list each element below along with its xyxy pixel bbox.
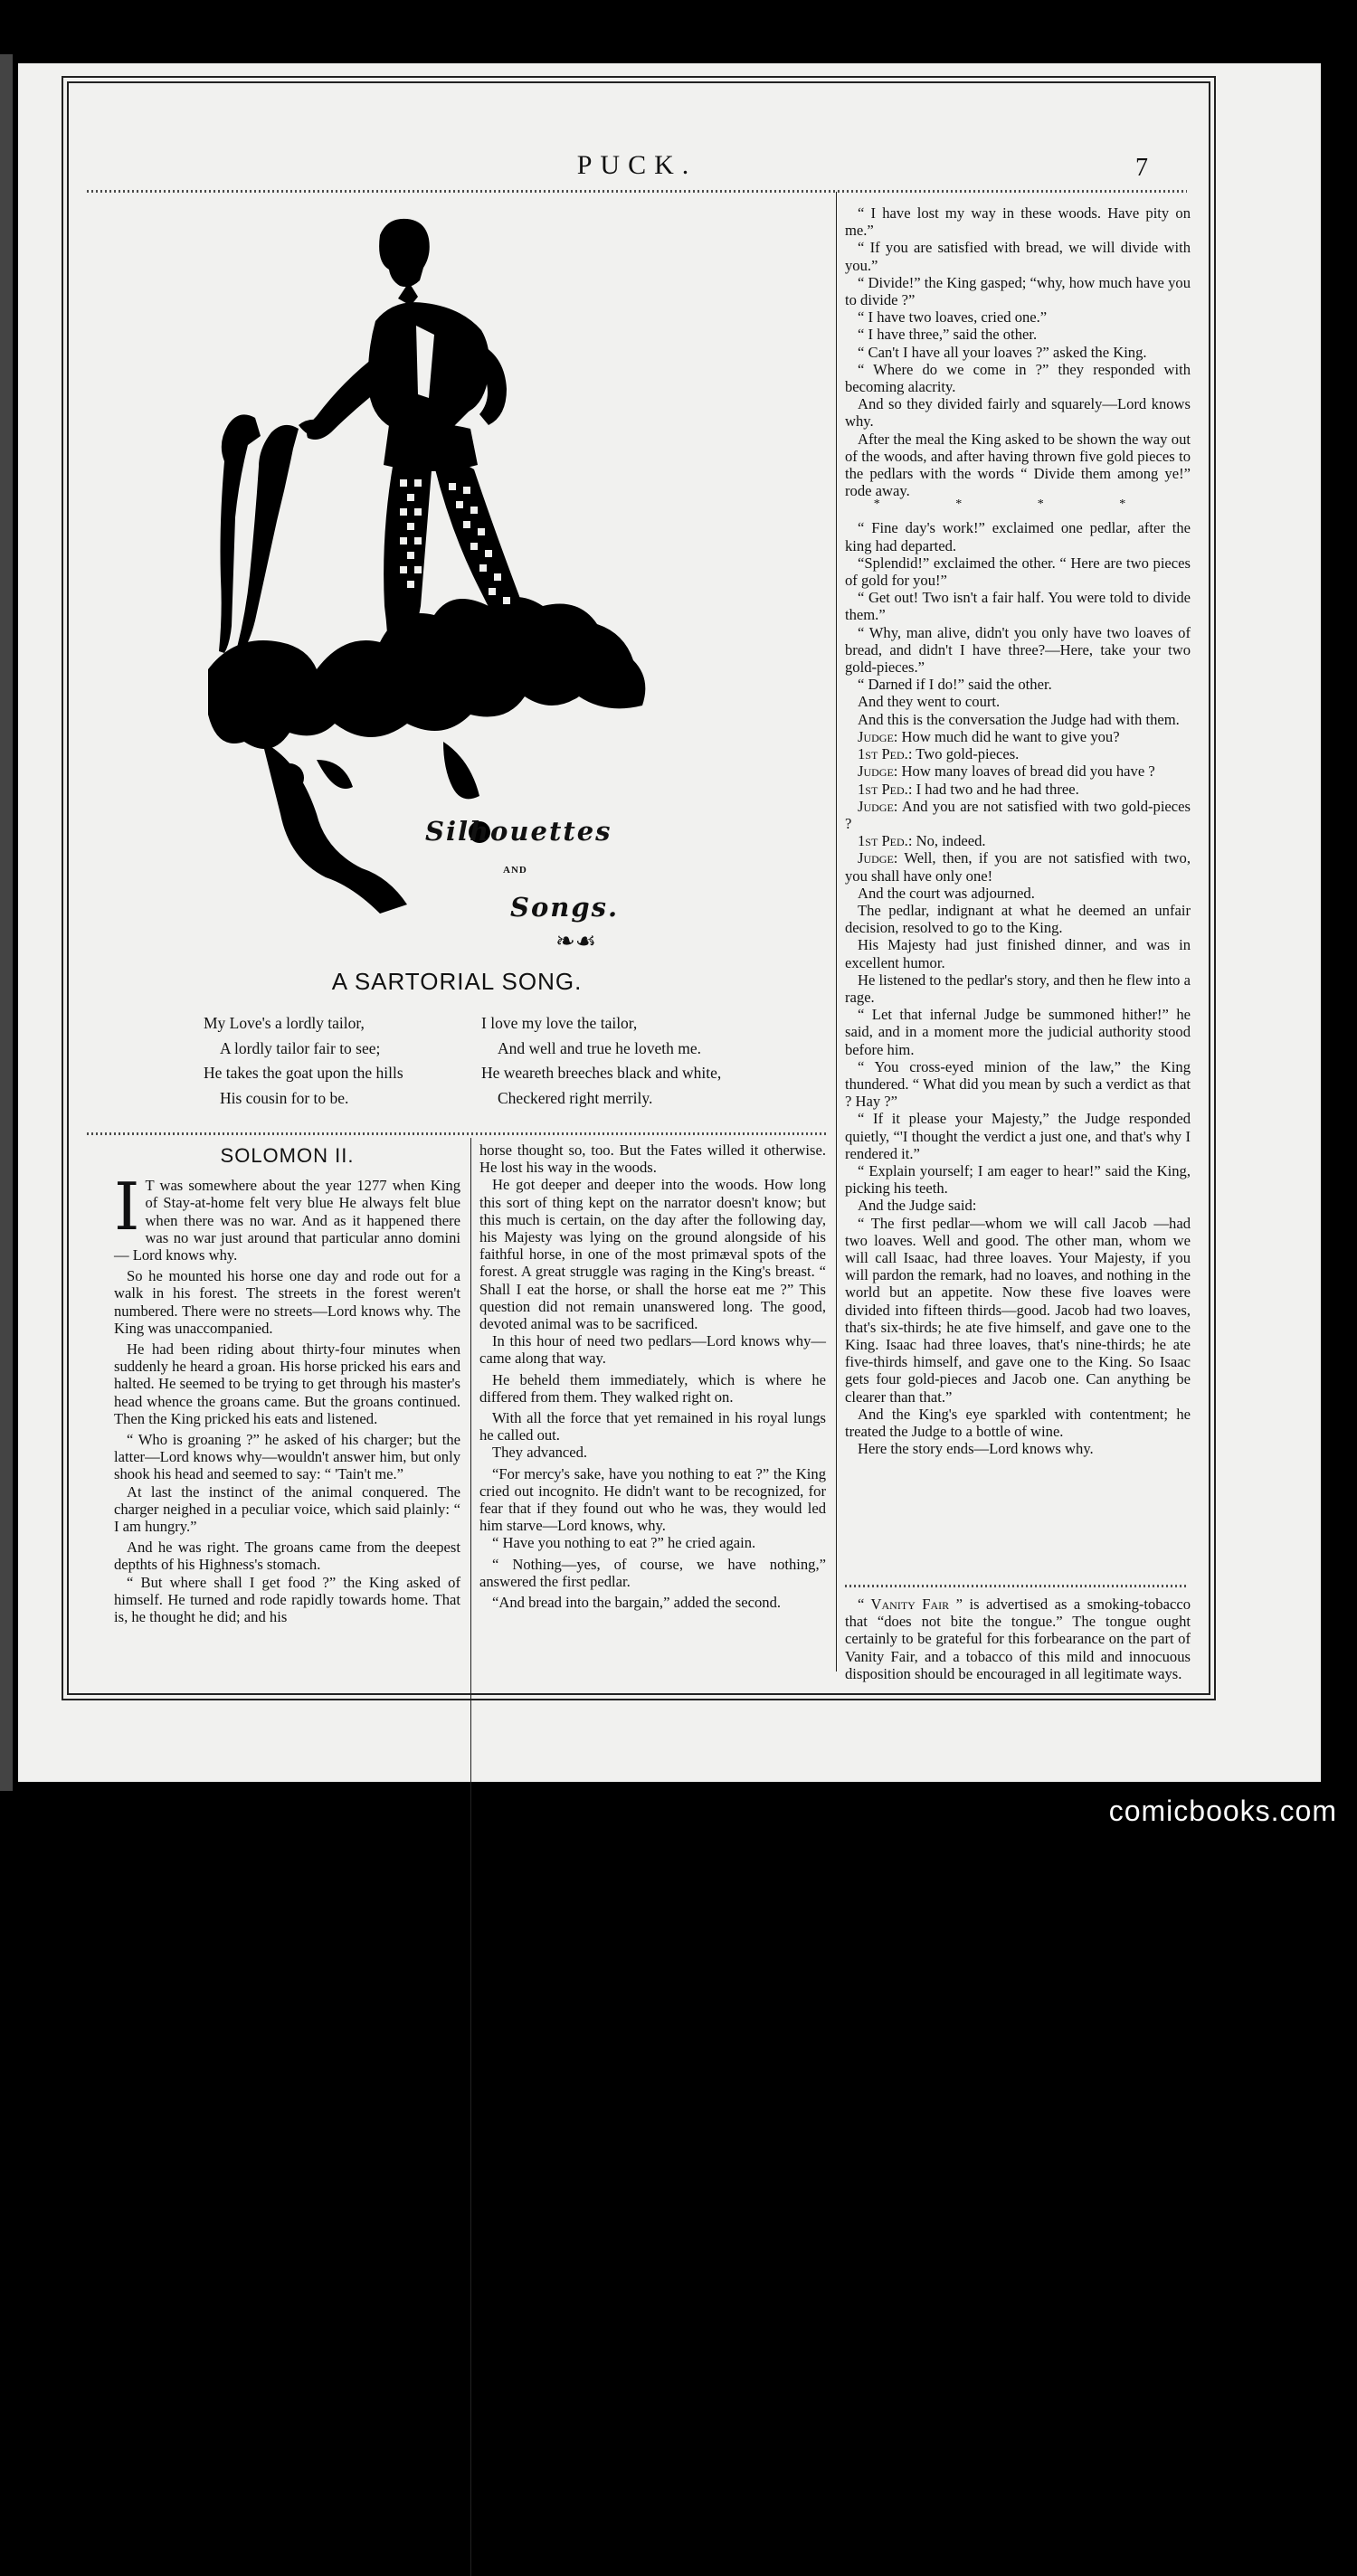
song-stanza-1	[204, 1011, 403, 1111]
paragraph: And this is the conversation the Judge had with them.	[858, 710, 1180, 728]
paragraph: He listened to the pedlar's story, and then he flew into a rage.	[845, 971, 1191, 1006]
song-title: A SARTORIAL SONG.	[331, 968, 583, 995]
paragraph: And they went to court.	[858, 693, 1001, 711]
dialogue-line: Judge: Well, then, if you are not satisfied with two, you shall have only one!	[845, 849, 1191, 885]
verse-line: He takes the goat upon the hills	[204, 1064, 403, 1082]
paragraph: “ Fine day's work!” exclaimed one pedlar, after the king had departed.	[845, 519, 1191, 554]
speaker: Judge	[858, 727, 894, 745]
paragraph: “ You cross-eyed minion of the law,” the King thundered. “ What did you mean by such a verdict as that ? Hay ?”	[845, 1057, 1191, 1111]
illustration-title-silhouettes: Silhouettes	[425, 816, 612, 847]
paragraph: He beheld them immediately, which is where he differed from them. They walked right on.	[479, 1370, 826, 1406]
paragraph: And the court was adjourned.	[858, 884, 1035, 902]
paragraph: And he was right. The groans came from the deepest depthts of his Highness's stomach.	[114, 1539, 460, 1574]
paragraph: I T was somewhere about the year 1277 when King of Stay-at-home felt very blue He always felt blue when there was no war. And as it happened there was no war just around that particular anno domini — Lord knows why.	[114, 1169, 460, 1264]
paragraph: “ Darned if I do!” said the other.	[858, 676, 1052, 694]
dialogue-line: 1st Ped.: Two gold-pieces.	[858, 745, 1020, 763]
paragraph: “ Who is groaning ?” he asked of his charger; but the latter—Lord knows why—wouldn't answer him, but only shook his head and seemed to say: “ 'Tain't me.”	[114, 1431, 460, 1483]
dialogue-line: Judge: How much did he want to give you?	[858, 727, 1120, 745]
verse-line: He weareth breeches black and white,	[481, 1064, 722, 1082]
story-column-1	[114, 1145, 460, 1625]
paragraph: “ Vanity Fair ” is advertised as a smoking-tobacco that “does not bite the tongue.” The tongue ought certainly to be grateful for this forbearance on the part of Vanity Fair, and a tobacco of this mild and innocuous disposition should be encouraged in all legitimate ways.	[845, 1596, 1191, 1682]
verse-line: My Love's a lordly tailor,	[204, 1014, 365, 1032]
column-divider-right	[836, 192, 837, 1672]
dialogue-line: 1st Ped.: No, indeed.	[858, 832, 986, 850]
note-rule	[845, 1585, 1189, 1587]
song-stanza-2	[481, 1011, 721, 1111]
scan-edge	[0, 54, 13, 1791]
paragraph: horse thought so, too. But the Fates willed it otherwise. He lost his way in the woods.	[479, 1141, 826, 1177]
illustration-title-and: AND	[503, 865, 527, 876]
paragraph: And the King's eye sparkled with contentment; he treated the Judge to a bottle of wine.	[845, 1405, 1191, 1441]
paragraph: After the meal the King asked to be shown the way out of the woods, and after having thrown five gold pieces to the pedlars with the words “ Divide them among ye!” rode away.	[845, 430, 1191, 500]
paragraph: “ Why, man alive, didn't you only have two loaves of bread, and didn't I have three?—Here, take your two gold-pieces.”	[845, 623, 1191, 677]
note-lead: “ Vanity Fair ”	[858, 1596, 963, 1613]
drop-cap: I	[114, 1169, 140, 1245]
paragraph: “ Have you nothing to eat ?” he cried again.	[492, 1534, 756, 1552]
page-header	[67, 150, 1207, 186]
speaker: 1st Ped.	[858, 832, 908, 850]
paragraph: He got deeper and deeper into the woods. How long this sort of thing kept on the narrator doesn't know; but this much is certain, on the day after the following day, his Majesty was lying on the ground alongside of his faithful horse, in one of the most primæval spots of the forest. A great struggle was raging in the King's breast. “ Shall I eat the horse, or shall the horse eat me ?” This question did not remain unanswered long. The good, devoted animal was to be sacrificed.	[479, 1176, 826, 1333]
paragraph: So he mounted his horse one day and rode out for a walk in his forest. The streets in the forest weren't numbered. There were no streets—Lord knows why. The King was unaccompanied.	[114, 1267, 460, 1337]
masthead: PUCK.	[576, 150, 697, 180]
paragraph: “ I have lost my way in these woods. Have pity on me.”	[845, 204, 1191, 240]
watermark: comicbooks.com	[1108, 1795, 1337, 1827]
vanity-fair-note	[845, 1596, 1191, 1682]
speaker: 1st Ped.	[858, 780, 908, 798]
paragraph: And so they divided fairly and squarely—Lord knows why.	[845, 395, 1191, 431]
paragraph: “ Can't I have all your loaves ?” asked the King.	[858, 343, 1147, 361]
paragraph: “For mercy's sake, have you nothing to eat ?” the King cried out incognito. He didn't want to be recognized, for fear that if they found out who he was, they would led him starve—Lord knows, why.	[479, 1464, 826, 1535]
paragraph: “ If you are satisfied with bread, we will divide with you.”	[845, 239, 1191, 274]
paragraph: His Majesty had just finished dinner, and was in excellent humor.	[845, 936, 1191, 971]
section-rule	[87, 1132, 827, 1135]
paragraph: The pedlar, indignant at what he deemed an unfair decision, resolved to go to the King.	[845, 901, 1191, 937]
paragraph: “Splendid!” exclaimed the other. “ Here are two pieces of gold for you!”	[845, 554, 1191, 590]
verse-line: Checkered right merrily.	[498, 1088, 653, 1107]
paragraph: At last the instinct of the animal conquered. The charger neighed in a peculiar voice, which said plainly: “ I am hungry.”	[114, 1482, 460, 1536]
paragraph: “ Where do we come in ?” they responded with becoming alacrity.	[845, 360, 1191, 396]
paragraph: “ I have three,” said the other.	[858, 326, 1038, 344]
verse-line: A lordly tailor fair to see;	[220, 1038, 381, 1057]
dialogue-line: 1st Ped.: I had two and he had three.	[858, 780, 1079, 798]
story-column-2	[479, 1141, 826, 1611]
paragraph: They advanced.	[492, 1444, 588, 1462]
speaker: Judge	[858, 762, 894, 781]
story-title: SOLOMON II.	[220, 1144, 355, 1167]
verse-line: His cousin for to be.	[220, 1088, 349, 1107]
section-stars: * * * *	[873, 497, 1162, 512]
paragraph: “ If it please your Majesty,” the Judge responded quietly, “'I thought the verdict a just one, and that's why I rendered it.”	[845, 1110, 1191, 1162]
page-number: 7	[1135, 154, 1148, 182]
verse-line: I love my love the tailor,	[481, 1014, 638, 1032]
verse-line: And well and true he loveth me.	[498, 1038, 702, 1057]
paragraph: “ The first pedlar—whom we will call Jacob —had two loaves. Well and good. The other man, whom we will call Isaac, had three loaves. Your Majesty, if you will pardon the remark, had no loaves, and nothing in the world but an appetite. Now these five loaves were divided into fifteen thirds—good. Jacob had two loaves, that's six-thirds; he ate five himself, and gave one to the King. Isaac had three loaves, that's nine-thirds; he ate five-thirds himself, and gave one to the King. So Isaac gets four gold-pieces and Jacob one. Can anything be clearer than that.”	[845, 1214, 1191, 1406]
paragraph: With all the force that yet remained in his royal lungs he called out.	[479, 1409, 826, 1444]
paragraph: “ Get out! Two isn't a fair half. You were told to divide them.”	[845, 589, 1191, 624]
paragraph: “ Nothing—yes, of course, we have nothing,” answered the first pedlar.	[479, 1555, 826, 1590]
speaker: Judge	[858, 849, 894, 867]
column-divider-left	[470, 1138, 471, 2576]
silhouette-illustration	[208, 199, 697, 959]
paragraph: “ Divide!” the King gasped; “why, how much have you to divide ?”	[845, 273, 1191, 309]
story-column-3	[845, 204, 1191, 1457]
paragraph: “And bread into the bargain,” added the second.	[492, 1594, 782, 1612]
illustration-title-songs: Songs.	[510, 892, 620, 923]
ornament-icon: ❧☙	[555, 928, 597, 954]
paragraph: In this hour of need two pedlars—Lord knows why—came along that way.	[479, 1332, 826, 1368]
paragraph: “ I have two loaves, cried one.”	[858, 308, 1048, 327]
dialogue-line: Judge: How many loaves of bread did you have ?	[858, 762, 1155, 781]
paragraph: And the Judge said:	[858, 1197, 977, 1215]
speaker: Judge	[858, 797, 894, 815]
paragraph: “ Let that infernal Judge be summoned hither!” he said, and in a moment more the judicial authority stood before him.	[845, 1006, 1191, 1058]
paragraph: “ Explain yourself; I am eager to hear!” said the King, picking his teeth.	[845, 1161, 1191, 1198]
paragraph: “ But where shall I get food ?” the King asked of himself. He turned and rode rapidly towards home. That is, he thought he did; and his	[114, 1573, 460, 1626]
speaker: 1st Ped.	[858, 745, 908, 763]
paragraph: He had been riding about thirty-four minutes when suddenly he heard a groan. His horse pricked his ears and halted. He seemed to be trying to get through his master's head whence the groans came. But the groans continued. Then the King pricked his eats and listened.	[114, 1340, 460, 1427]
dialogue-line: Judge: And you are not satisfied with two gold-pieces ?	[845, 797, 1191, 832]
paragraph: Here the story ends—Lord knows why.	[858, 1440, 1094, 1458]
header-rule	[87, 190, 1187, 193]
